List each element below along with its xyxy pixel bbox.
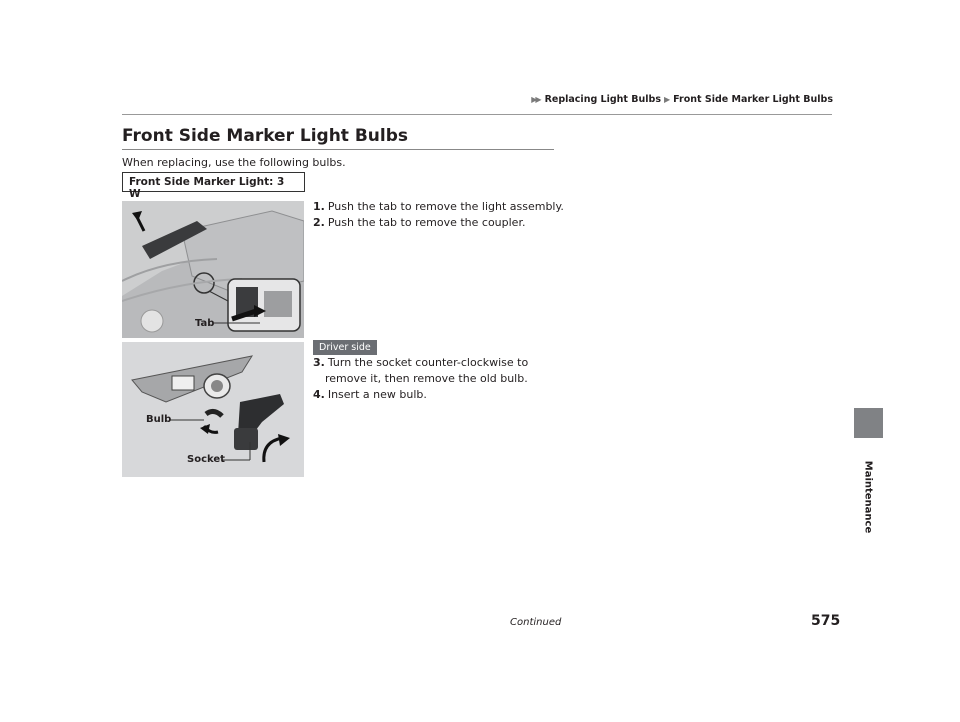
driver-side-badge: Driver side <box>313 340 377 355</box>
steps-list-1 <box>313 199 564 231</box>
list-item <box>313 355 553 387</box>
socket-label: Socket <box>187 454 225 465</box>
bulb-spec-box: Front Side Marker Light: 3 W <box>122 172 305 192</box>
step-text-continued: remove it, then remove the old bulb. <box>325 372 528 385</box>
list-item <box>313 215 564 231</box>
list-item <box>313 387 553 403</box>
bulb-socket-illustration <box>122 342 304 477</box>
steps-list-2 <box>313 355 553 403</box>
header-divider <box>122 114 832 115</box>
chapter-label: Maintenance <box>862 460 874 534</box>
title-divider <box>122 149 554 150</box>
page-number: 575 <box>811 613 841 629</box>
continued-note: Continued <box>510 617 562 628</box>
step-text: Push the tab to remove the coupler. <box>327 216 526 229</box>
breadcrumb-arrow-icon: ▶ <box>664 95 669 104</box>
step-text: Turn the socket counter-clockwise to <box>327 356 529 369</box>
step-text: Push the tab to remove the light assembly. <box>327 200 564 213</box>
list-item <box>313 199 564 215</box>
tab-label: Tab <box>195 318 215 329</box>
step-number: 1. <box>313 200 325 213</box>
chapter-tab <box>854 408 883 438</box>
step-number: 4. <box>313 388 325 401</box>
breadcrumb-item[interactable]: Front Side Marker Light Bulbs <box>673 94 833 105</box>
step-text: Insert a new bulb. <box>327 388 427 401</box>
intro-text: When replacing, use the following bulbs. <box>122 156 346 169</box>
light-assembly-illustration <box>122 201 304 338</box>
step-number: 2. <box>313 216 325 229</box>
breadcrumb-item[interactable]: Replacing Light Bulbs <box>544 94 661 105</box>
section-title: Front Side Marker Light Bulbs <box>122 126 409 146</box>
step-number: 3. <box>313 356 325 369</box>
bulb-label: Bulb <box>146 414 172 425</box>
breadcrumb-arrow-icon: ▶▶ <box>531 95 540 104</box>
breadcrumb <box>531 94 833 105</box>
